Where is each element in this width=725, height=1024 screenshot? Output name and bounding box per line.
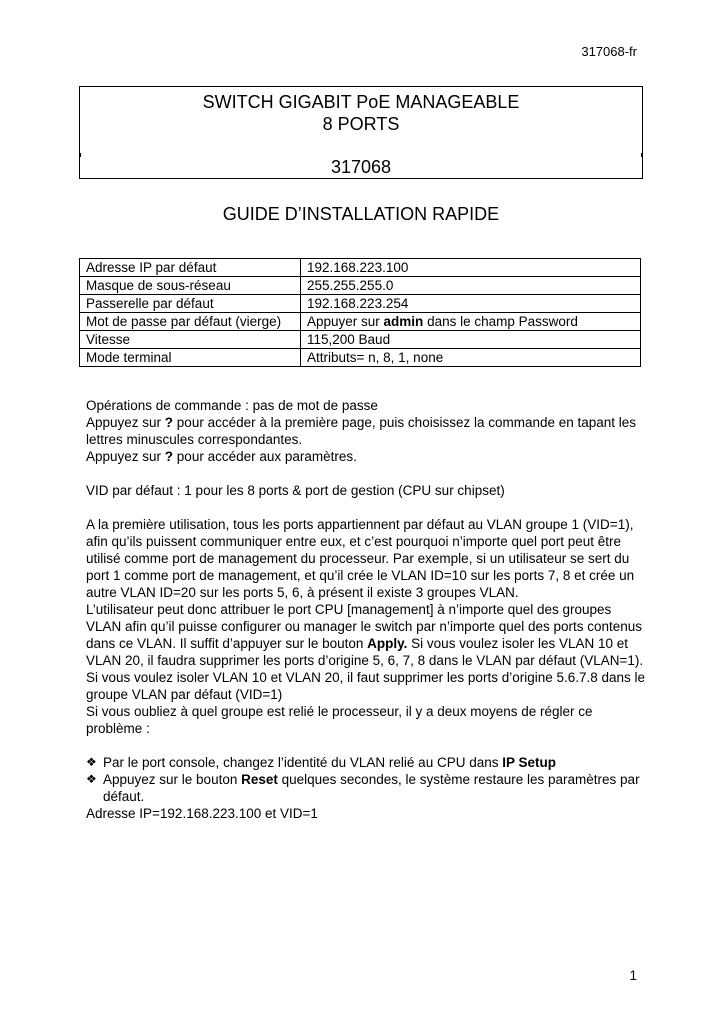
table-cell-value: 192.168.223.100 bbox=[301, 259, 641, 277]
table-row bbox=[80, 277, 641, 295]
list-item bbox=[86, 754, 646, 771]
text-run: pour accéder à la première page, puis choisissez la commande en tapant les lettres minuscules correspondantes. bbox=[86, 415, 637, 447]
table-row bbox=[80, 349, 641, 367]
diamond-bullet-icon: ❖ bbox=[86, 755, 97, 769]
table-cell-label: Adresse IP par défaut bbox=[80, 259, 301, 277]
text-run: quelques secondes, le système restaure les paramètres par défaut. bbox=[103, 772, 640, 804]
paragraph bbox=[86, 448, 646, 465]
body-text bbox=[86, 397, 646, 822]
text-run: Par le port console, changez l’identité du VLAN relié au CPU dans bbox=[103, 755, 503, 770]
paragraph bbox=[86, 601, 646, 669]
guide-title: GUIDE D’INSTALLATION RAPIDE bbox=[222, 204, 500, 224]
bold-text: IP Setup bbox=[502, 755, 556, 770]
value-text: dans le champ Password bbox=[423, 314, 578, 329]
table-cell-label: Mot de passe par défaut (vierge) bbox=[80, 313, 301, 331]
spacer bbox=[86, 737, 646, 754]
bold-text: Apply. bbox=[367, 636, 408, 651]
page-number: 1 bbox=[629, 968, 637, 983]
text-run: Si vous voulez isoler les VLAN 10 et VLAN 20, il faudra supprimer les ports d’origine 5, 6, 7, 8 dans le VLAN par défaut (VLAN=1). bbox=[86, 636, 644, 668]
table-cell-value: Attributs= n, 8, 1, none bbox=[301, 349, 641, 367]
document-reference: 317068-fr bbox=[581, 44, 637, 59]
table-cell-value: 115,200 Baud bbox=[301, 331, 641, 349]
product-title-line1: SWITCH GIGABIT PoE MANAGEABLE bbox=[202, 92, 520, 112]
spacer bbox=[86, 465, 646, 482]
table-cell-label: Mode terminal bbox=[80, 349, 301, 367]
table-cell-value: 255.255.255.0 bbox=[301, 277, 641, 295]
paragraph: Si vous oubliez à quel groupe est relié le processeur, il y a deux moyens de régler ce problème : bbox=[86, 704, 593, 736]
text-run: Appuyez sur bbox=[86, 415, 165, 430]
table-cell-label: Masque de sous-réseau bbox=[80, 277, 301, 295]
table-cell-label: Vitesse bbox=[80, 331, 301, 349]
paragraph: Si vous voulez isoler VLAN 10 et VLAN 20, il faut supprimer les ports d’origine 5.6.7.8 dans le groupe VLAN par défaut (VID=1) bbox=[86, 670, 646, 702]
text-run: pour accéder aux paramètres. bbox=[173, 449, 357, 464]
text-run: L’utilisateur peut donc attribuer le port CPU [management] à n’importe quel des groupes VLAN afin qu’il puisse configurer ou manager le switch par n’importe quel des ports contenus dans ce VLAN. Il suffit d’appuyer sur le bouton bbox=[86, 602, 643, 651]
table-row bbox=[80, 259, 641, 277]
bold-text: ? bbox=[164, 415, 174, 430]
paragraph: Adresse IP=192.168.223.100 et VID=1 bbox=[86, 806, 318, 821]
list-item bbox=[86, 771, 646, 805]
text-run: Appuyez sur le bouton bbox=[103, 772, 242, 787]
paragraph bbox=[86, 414, 646, 448]
product-title-line2: 8 PORTS bbox=[322, 114, 400, 134]
diamond-bullet-icon: ❖ bbox=[86, 772, 97, 786]
text-run: Appuyez sur bbox=[86, 449, 165, 464]
table-cell-value: 192.168.223.254 bbox=[301, 295, 641, 313]
bold-text: ? bbox=[164, 449, 174, 464]
table-row bbox=[80, 313, 641, 331]
table-cell-label: Passerelle par défaut bbox=[80, 295, 301, 313]
value-text: Appuyer sur bbox=[307, 314, 384, 329]
paragraph: Opérations de commande : pas de mot de passe bbox=[86, 398, 378, 413]
value-bold-text: admin bbox=[383, 314, 424, 329]
bold-text: Reset bbox=[241, 772, 278, 787]
default-settings-table bbox=[79, 258, 641, 367]
paragraph: VID par défaut : 1 pour les 8 ports & port de gestion (CPU sur chipset) bbox=[86, 483, 505, 498]
table-cell-value bbox=[301, 313, 641, 331]
product-model-number: 317068 bbox=[330, 157, 392, 177]
table-row bbox=[80, 331, 641, 349]
title-box bbox=[79, 86, 643, 179]
paragraph: A la première utilisation, tous les ports appartiennent par défaut au VLAN groupe 1 (VID=1), afin qu’ils puissent communiquer entre eux, et c’est pourquoi n’importe quel port peut être utilisé comme port de management du processeur. Par exemple, si un utilisateur se sert du port 1 comme port de management, et qu’il crée le VLAN ID=10 sur les ports 7, 8 et crée un autre VLAN ID=20 sur les ports 5, 6, à présent il existe 3 groupes VLAN. bbox=[86, 517, 635, 600]
spacer bbox=[86, 499, 646, 516]
table-row bbox=[80, 295, 641, 313]
bullet-list bbox=[86, 754, 646, 805]
